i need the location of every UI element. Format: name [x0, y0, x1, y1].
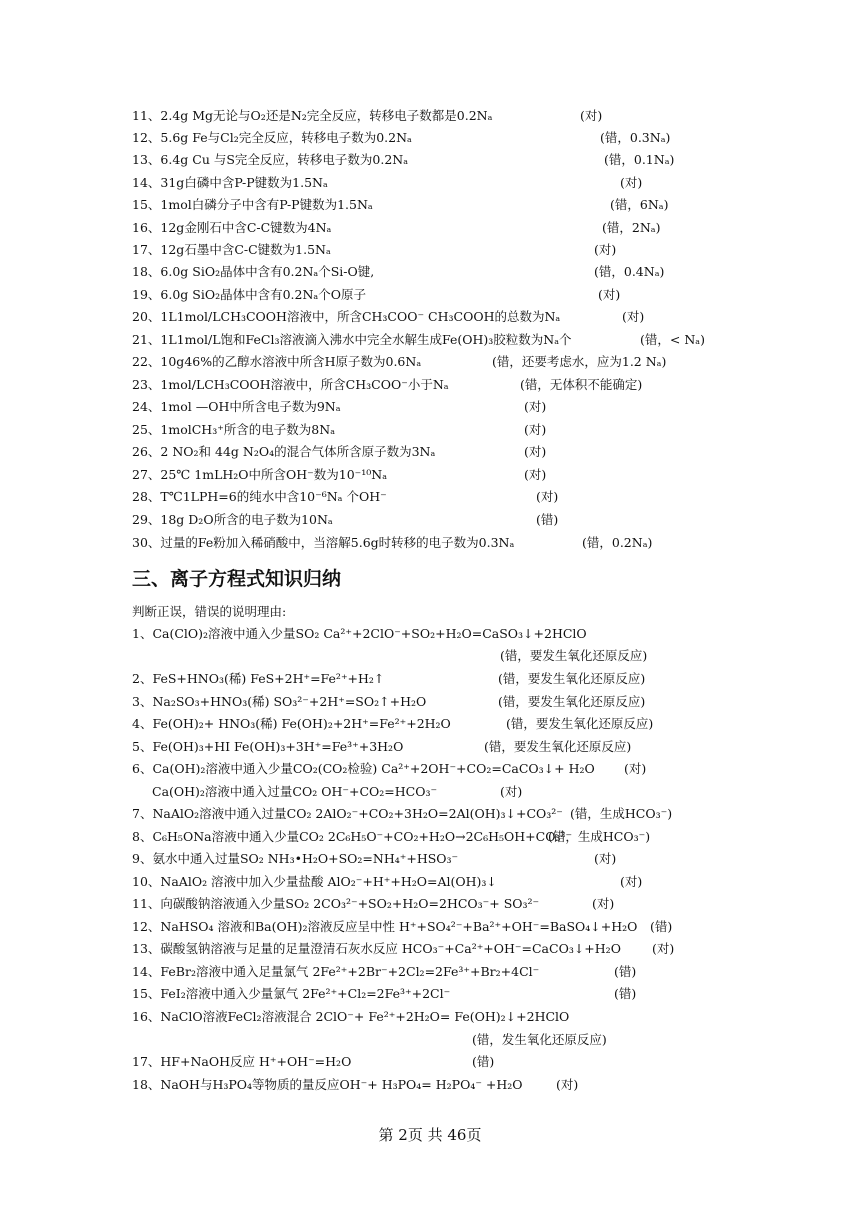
list-item: [0, 419, 860, 441]
list-item: [0, 284, 860, 306]
item-text: 20、1L1mol/LCH₃COOH溶液中，所含CH₃COO⁻ CH₃COOH的总数为Nₐ: [132, 309, 561, 324]
item-answer: (对): [524, 444, 547, 459]
list-item: [0, 1051, 860, 1073]
list-item: [0, 623, 860, 645]
item-answer: (错，0.4Nₐ): [594, 264, 665, 279]
list-item: [0, 983, 860, 1005]
item-answer: (对): [536, 489, 559, 504]
item-text: 17、12g石墨中含C-C键数为1.5Nₐ: [132, 242, 331, 257]
list-item: [0, 781, 860, 803]
list-item: [0, 396, 860, 418]
item-answer: (错): [614, 964, 637, 979]
item-text: 19、6.0g SiO₂晶体中含有0.2Nₐ个O原子: [132, 287, 366, 302]
item-answer: (对): [652, 941, 675, 956]
list-item: [0, 668, 860, 690]
item-answer: (错，要发生氧化还原反应): [498, 694, 646, 709]
item-answer: (错，< Nₐ): [640, 332, 705, 347]
list-item: [0, 826, 860, 848]
item-answer: (错，生成HCO₃⁻): [548, 829, 651, 844]
item-text: 25、1molCH₃⁺所含的电子数为8Nₐ: [132, 422, 336, 437]
item-answer: (错，无体积不能确定): [520, 377, 643, 392]
list-item: [0, 893, 860, 915]
item-answer: (对): [620, 175, 643, 190]
item-answer: (错，还要考虑水，应为1.2 Nₐ): [492, 354, 667, 369]
list-item: [0, 736, 860, 758]
item-answer: (错，生成HCO₃⁻): [570, 806, 673, 821]
list-item: [0, 464, 860, 486]
item-answer: (对): [580, 108, 603, 123]
list-item: [0, 351, 860, 373]
item-text: 24、1mol —OH中所含电子数为9Nₐ: [132, 399, 341, 414]
item-answer: (错，0.3Nₐ): [600, 130, 671, 145]
item-text: 7、NaAlO₂溶液中通入过量CO₂ 2AlO₂⁻+CO₂+3H₂O=2Al(OH)₃↓+CO₃²⁻: [132, 806, 563, 821]
item-text: 21、1L1mol/L饱和FeCl₃溶液滴入沸水中完全水解生成Fe(OH)₃胶粒数为Nₐ个: [132, 332, 572, 347]
section-heading: 三、离子方程式知识归纳: [132, 568, 342, 590]
list-item: [0, 329, 860, 351]
list-item: [0, 486, 860, 508]
list-item: [0, 441, 860, 463]
list-item: [0, 938, 860, 960]
list-item: [0, 532, 860, 554]
item-text: 29、18g D₂O所含的电子数为10Nₐ: [132, 512, 333, 527]
item-text: 16、NaClO溶液FeCl₂溶液混合 2ClO⁻+ Fe²⁺+2H₂O= Fe(OH)₂↓+2HClO: [132, 1009, 570, 1024]
list-item: [0, 239, 860, 261]
item-text: 1、Ca(ClO)₂溶液中通入少量SO₂ Ca²⁺+2ClO⁻+SO₂+H₂O=CaSO₃↓+2HClO: [132, 626, 587, 641]
item-text: 18、NaOH与H₃PO₄等物质的量反应OH⁻+ H₃PO₄= H₂PO₄⁻ +H₂O: [132, 1077, 523, 1092]
list-item: [0, 1074, 860, 1096]
item-answer: (对): [524, 399, 547, 414]
list-item: [0, 509, 860, 531]
item-answer: (对): [594, 242, 617, 257]
item-text: 14、FeBr₂溶液中通入足量氯气 2Fe²⁺+2Br⁻+2Cl₂=2Fe³⁺+Br₂+4Cl⁻: [132, 964, 540, 979]
item-answer: (对): [622, 309, 645, 324]
list-item: [0, 261, 860, 283]
item-answer: (错，要发生氧化还原反应): [484, 739, 632, 754]
list-item: [0, 803, 860, 825]
list-item: [0, 127, 860, 149]
list-item: [0, 645, 860, 667]
list-item: [0, 961, 860, 983]
list-item: [0, 691, 860, 713]
item-text: 4、Fe(OH)₂+ HNO₃(稀) Fe(OH)₂+2H⁺=Fe²⁺+2H₂O: [132, 716, 451, 731]
list-item: [0, 713, 860, 735]
item-text: 18、6.0g SiO₂晶体中含有0.2Nₐ个Si-O键,: [132, 264, 375, 279]
item-text: 13、6.4g Cu 与S完全反应，转移电子数为0.2Nₐ: [132, 152, 409, 167]
item-answer: (对): [624, 761, 647, 776]
list-item: [0, 105, 860, 127]
item-answer: (对): [620, 874, 643, 889]
list-item: [0, 758, 860, 780]
item-text: 13、碳酸氢钠溶液与足量的足量澄清石灰水反应 HCO₃⁻+Ca²⁺+OH⁻=CaCO₃↓+H₂O: [132, 941, 621, 956]
item-answer: (错): [650, 919, 673, 934]
item-text: 28、T℃1LPH=6的纯水中含10⁻⁶Nₐ 个OH⁻: [132, 489, 387, 504]
item-answer: (对): [524, 467, 547, 482]
item-answer: (对): [592, 896, 615, 911]
item-text: 17、HF+NaOH反应 H⁺+OH⁻=H₂O: [132, 1054, 352, 1069]
item-answer: (对): [594, 851, 617, 866]
list-item: [0, 172, 860, 194]
item-text: 11、向碳酸钠溶液通入少量SO₂ 2CO₃²⁻+SO₂+H₂O=2HCO₃⁻+ SO₃²⁻: [132, 896, 540, 911]
item-text: 12、NaHSO₄ 溶液和Ba(OH)₂溶液反应呈中性 H⁺+SO₄²⁻+Ba²⁺+OH⁻=BaSO₄↓+H₂O: [132, 919, 638, 934]
item-text: 22、10g46%的乙醇水溶液中所含H原子数为0.6Nₐ: [132, 354, 422, 369]
item-answer: (错，0.2Nₐ): [582, 535, 653, 550]
item-answer: (错，6Nₐ): [610, 197, 669, 212]
item-answer: (错，要发生氧化还原反应): [500, 648, 648, 663]
item-text: 14、31g白磷中含P-P键数为1.5Nₐ: [132, 175, 328, 190]
item-text: 12、5.6g Fe与Cl₂完全反应，转移电子数为0.2Nₐ: [132, 130, 412, 145]
section-intro: 判断正误，错误的说明理由:: [132, 604, 287, 619]
item-answer: (对): [556, 1077, 579, 1092]
item-answer: (错，0.1Nₐ): [604, 152, 675, 167]
list-item: [0, 149, 860, 171]
list-item: [0, 374, 860, 396]
page-footer: 第 2页 共 46页: [378, 1126, 482, 1144]
item-answer: (错，要发生氧化还原反应): [506, 716, 654, 731]
list-item: [0, 848, 860, 870]
item-text: 16、12g金刚石中含C-C键数为4Nₐ: [132, 220, 332, 235]
list-item: [0, 871, 860, 893]
item-answer: (对): [598, 287, 621, 302]
item-text: 11、2.4g Mg无论与O₂还是N₂完全反应，转移电子数都是0.2Nₐ: [132, 108, 493, 123]
item-text: 5、Fe(OH)₃+HI Fe(OH)₃+3H⁺=Fe³⁺+3H₂O: [132, 739, 404, 754]
item-text: 3、Na₂SO₃+HNO₃(稀) SO₃²⁻+2H⁺=SO₂↑+H₂O: [132, 694, 427, 709]
item-answer: (对): [524, 422, 547, 437]
item-text: 9、氨水中通入过量SO₂ NH₃•H₂O+SO₂=NH₄⁺+HSO₃⁻: [132, 851, 459, 866]
list-item: [0, 1006, 860, 1028]
item-answer: (对): [500, 784, 523, 799]
list-item: [0, 194, 860, 216]
list-item: [0, 1029, 860, 1051]
list-item: [0, 306, 860, 328]
item-text: 30、过量的Fe粉加入稀硝酸中，当溶解5.6g时转移的电子数为0.3Nₐ: [132, 535, 515, 550]
item-text: 15、1mol白磷分子中含有P-P键数为1.5Nₐ: [132, 197, 373, 212]
item-text: 15、FeI₂溶液中通入少量氯气 2Fe²⁺+Cl₂=2Fe³⁺+2Cl⁻: [132, 986, 451, 1001]
list-item: [0, 916, 860, 938]
item-text: 26、2 NO₂和 44g N₂O₄的混合气体所含原子数为3Nₐ: [132, 444, 436, 459]
item-text: 27、25℃ 1mLH₂O中所含OH⁻数为10⁻¹⁰Nₐ: [132, 467, 388, 482]
list-item: [0, 217, 860, 239]
item-text: 6、Ca(OH)₂溶液中通入少量CO₂(CO₂检验) Ca²⁺+2OH⁻+CO₂=CaCO₃↓+ H₂O: [132, 761, 595, 776]
item-text: 8、C₆H₅ONa溶液中通入少量CO₂ 2C₆H₅O⁻+CO₂+H₂O→2C₆H₅OH+CO₃²⁻: [132, 829, 573, 844]
item-text: 2、FeS+HNO₃(稀) FeS+2H⁺=Fe²⁺+H₂↑: [132, 671, 385, 686]
item-text: Ca(OH)₂溶液中通入过量CO₂ OH⁻+CO₂=HCO₃⁻: [152, 784, 438, 799]
item-answer: (错，要发生氧化还原反应): [498, 671, 646, 686]
item-answer: (错): [536, 512, 559, 527]
item-answer: (错，2Nₐ): [602, 220, 661, 235]
item-answer: (错): [614, 986, 637, 1001]
item-answer: (错): [472, 1054, 495, 1069]
item-text: 23、1mol/LCH₃COOH溶液中，所含CH₃COO⁻小于Nₐ: [132, 377, 449, 392]
item-text: 10、NaAlO₂ 溶液中加入少量盐酸 AlO₂⁻+H⁺+H₂O=Al(OH)₃↓: [132, 874, 497, 889]
item-answer: (错，发生氧化还原反应): [472, 1032, 607, 1047]
